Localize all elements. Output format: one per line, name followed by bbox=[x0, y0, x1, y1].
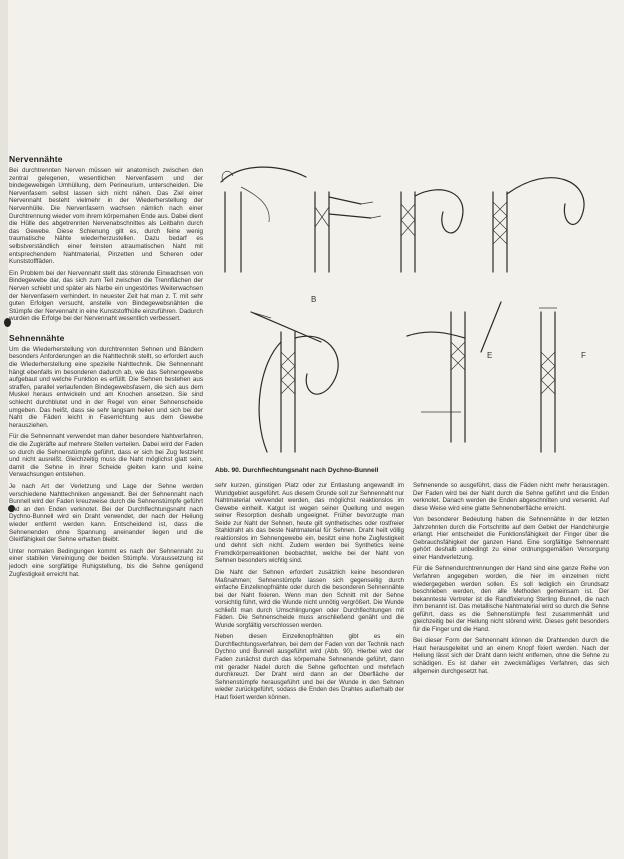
figure-caption: Abb. 90. Durchflechtungsnaht nach Dychno-Bunnell bbox=[215, 467, 379, 474]
paragraph: Bei durchtrennten Nerven müssen wir anatomisch zwischen den zentral gelegenen, wesentlichen Nervenfasern und der bindegewebigen Umhüllung, dem Perineurium, unterscheiden. Die Nervenfasern selbst lassen sich nicht nähen. Das Ziel einer Nervennaht besteht vielmehr in der Wiederherstellung der Nervenhülle. Die Nervenfasern wachsen nämlich nach einer Durchtrennung wieder vom ihrem körpernahen Ende aus. Dabei dient die Hülle des abgetrennten Nervenabschnittes als Leitbahn durch das Gewebe. Diese Schienung gilt es, durch feine wenig traumatische Nähte wiederherzustellen. Dazu bedarf es selbstverständlich einer feinsten atraumatischen Naht mit entsprechendem Nahtmaterial, Pinzetten und Scheren oder Kunststofffäden. bbox=[9, 167, 203, 266]
paragraph: Je nach Art der Verletzung und Lage der Sehne werden verschiedene Nahttechniken angewandt. Bei der Sehnennaht nach Bunnell wird der Faden kreuzweise durch die Sehnenstümpfe geführt und an den Enden verknotet. Bei der Durchflechtungsnaht nach Dychno-Bunnell wird ein Draht verwendet, der nach der Heilung wieder entfernt werden kann. Entscheidend ist, dass die Sehnenenden ohne Spannung aneinander liegen und die Gleitfähigkeit der Sehne erhalten bleibt. bbox=[9, 482, 203, 544]
paragraph: sehr kurzen, günstigen Platz oder zur Entlastung angewandt im Wundgebiet ausgeführt. Aus diesem Grunde soll zur Sehnennaht nur Nahtmaterial verwendet werden, das möglichst reaktionslos im Gewebe einheilt. Katgut ist wegen seiner Quellung und wegen seiner Resorption deshalb ungeeignet. Früher bevorzugte man Seide zur Naht der Sehnen, heute gilt synthetisches oder rostfreier Stahldraht als das beste Nahtmaterial für Sehnen. Draht heilt völlig reaktionslos im Sehnengewebe ein, besitzt eine hohe Zugfestigkeit und dehnt sich nicht. Zudem werden bei Synthetics keine Fremdkörperreaktionen beobachtet, welche bei der Naht von Sehnen besonders wichtig sind. bbox=[215, 482, 404, 565]
middle-column bbox=[215, 482, 404, 705]
section-heading-nerve-sutures: Nervennähte bbox=[9, 154, 63, 164]
panel-step-1 bbox=[221, 167, 306, 272]
paragraph: Unter normalen Bedingungen kommt es nach der Sehnennaht zu einer stabilen Vereinigung der beiden Stümpfe. Voraussetzung ist jedoch eine sorgfältige Ruhigstellung, bis die Sehne genügend Zugfestigkeit erreicht hat. bbox=[9, 547, 203, 578]
panel-step-3 bbox=[401, 190, 463, 272]
paragraph: Sehnenende so ausgeführt, dass die Fäden nicht mehr herausragen. Der Faden wird bei der Naht durch die Sehne geführt und die Enden verknotet. Danach werden die Enden abgeschnitten und versenkt. Auf diese Weise wird eine glatte Sehnenoberfläche erreicht. bbox=[413, 482, 609, 512]
right-column bbox=[413, 482, 609, 679]
panel-step-b bbox=[251, 295, 338, 452]
paragraph: Für die Sehnendurchtrennungen der Hand sind eine ganze Reihe von Verfahren angegeben worden, die hier im einzelnen nicht wiedergegeben werden sollen. Es soll lediglich ein Grundsatz beschrieben werden, den alle Methoden gemeinsam ist. Der bekannteste Vertreter ist die Randfixierung Sterling Bunnell, die nach ihm benannt ist. Das metallische Nahtmaterial wird so durch die Sehne geführt, dass es die Sehnenstümpfe fest zusammenhält und gleichzeitig bei der Heilung nicht störend wirkt. Dieses geht besonders für die Finger und die Hand. bbox=[413, 565, 609, 633]
paragraph: Für die Sehnennaht verwendet man daher besondere Nahtverfahren, die die Zugkräfte auf mehrere Stellen verteilen. Dabei wird der Faden so durch die Sehnenstümpfe geführt, dass er sich bei Zug festzieht und nicht ausreißt. Gleichzeitig muss die Naht möglichst glatt sein, damit die Sehne in ihrer Scheide gleiten kann und keine Verwachsungen entstehen. bbox=[9, 433, 203, 479]
paragraph: Bei dieser Form der Sehnennaht können die Drahtenden durch die Haut herausgeleitet und an einem Knopf fixiert werden. Nach der Heilung lässt sich der Draht dann leicht entfernen, ohne die Sehne zu schädigen. Es ist daher ein zweckmäßiges Verfahren, das sich allgemein durchgesetzt hat. bbox=[413, 637, 609, 675]
panel-step-f bbox=[539, 308, 586, 452]
paragraph: Die Naht der Sehnen erfordert zusätzlich keine besonderen Maßnahmen; Sehnenstümpfe lassen sich gegenseitig durch einfache Einzelknopfnähte oder durch die besonderen Sehnennähte bei der Naht fixieren. Wenn man den Schnitt mit der Sehne vorsichtig führt, wird die Wunde nicht unnötig vergrößert. Die Wunde schließt man durch Umschlingungen oder Durchflechtungen mit Fäden. Die Sehnenscheide muss anschließend genäht und die Wunde sorgfältig verschlossen werden. bbox=[215, 569, 404, 629]
paragraph: Um die Wiederherstellung von durchtrennten Sehnen und Bändern besonders Anforderungen an die Nahttechnik stellt, so erfordert auch die Wiederherstellung eine spezielle Nahttechnik. Die Sehnennaht hängt ebenfalls im besonderen dadurch ab, wie das Sehnengewebe aufgebaut und welche Funktion es erfüllt. Die Sehnen bestehen aus straffen, parallel verlaufenden Bindegewebsfasern, die sich aus dem Muskel heraus entwickeln und am Knochen ansetzen. Sie sind schlecht durchblutet und in der Regel von einer Sehnenscheide umgeben. Das heißt, dass sie sehr langsam heilen und sich bei der Naht die Fäden leicht in Faserrichtung aus dem Gewebe herausziehen. bbox=[9, 345, 203, 429]
panel-step-e bbox=[407, 302, 501, 442]
figure-tendon-suture bbox=[211, 152, 615, 462]
section-heading-tendon-sutures: Sehnennähte bbox=[9, 332, 65, 343]
paragraph: Von besonderer Bedeutung haben die Sehnennähte in der letzten Jahrzehnten durch die Fortschritte auf dem Gebiet der Handchirurgie erlangt. Hier entscheidet die Funktionsfähigkeit der Finger über die Gebrauchsfähigkeit der ganzen Hand. Eine sorgfältige Sehnennaht gehört deshalb unbedingt zu einer ordnungsgemäßen Versorgung einer Handverletzung. bbox=[413, 516, 609, 561]
suture-illustration bbox=[211, 152, 615, 462]
paragraph: Ein Problem bei der Nervennaht stellt das störende Einwachsen von Bindegewebe dar, das sich zum Teil zwischen die Trennflächen der Nerven schiebt und später als Narbe ein ungestörtes Weiterwachsen der Nervenfasern verhindert. In neuester Zeit hat man z. T. mit sehr guten Erfolgen versucht, anstelle von Bindegewebsnähten die Stümpfe der Nervennaht in eine Kunststoffhülle einzuführen. Dadurch wurden die Erfolge bei der Nervennaht wesentlich verbessert. bbox=[9, 269, 203, 323]
panel-step-4 bbox=[493, 178, 584, 272]
panel-step-2 bbox=[315, 192, 381, 272]
left-column bbox=[9, 154, 203, 582]
label-b: B bbox=[311, 295, 317, 304]
paragraph: Neben diesen Einzelknopfnähten gibt es ein Durchflechtungsverfahren, bei dem der Faden von der Technik nach Dychno und Bunnell ausgeführt wird (Abb. 90). Hierbei wird der Faden zunächst durch das körpernahe Sehnenende geführt, dann mit gerader Nadel durch die Sehne geflochten und mehrfach durchkreuzt. Der Draht wird dann an der Oberfläche der Sehnenstümpfe herausgeführt und bei der Wunde in den Sehnen wieder zurückgeführt, sodass die Enden des Drahtes außerhalb der Haut fixiert werden können. bbox=[215, 633, 404, 701]
label-e: E bbox=[487, 351, 493, 360]
label-f: F bbox=[581, 351, 586, 360]
paper-edge bbox=[0, 0, 8, 859]
